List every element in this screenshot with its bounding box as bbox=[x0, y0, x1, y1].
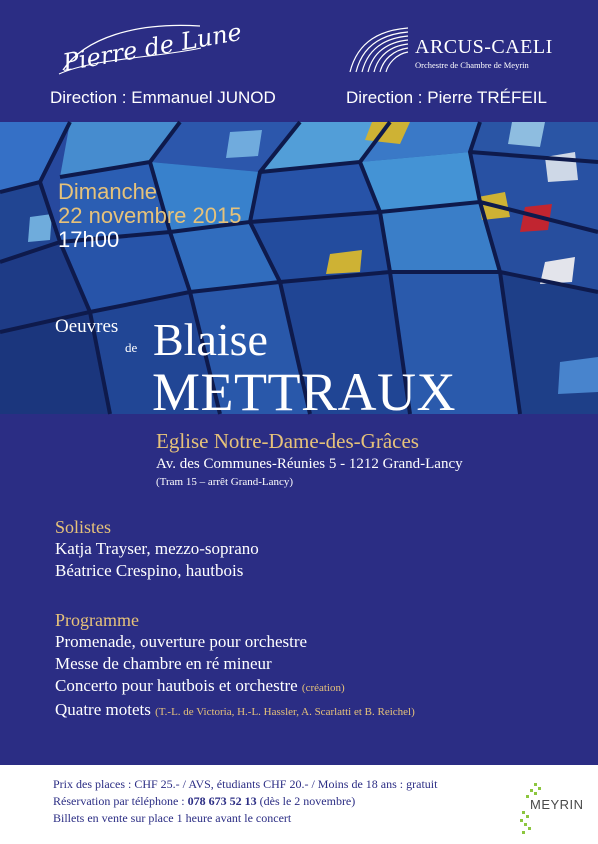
date-block bbox=[58, 180, 241, 252]
arcus-title: ARCUS-CAELI bbox=[415, 36, 553, 58]
footer-prices: Prix des places : CHF 25.- / AVS, étudiants CHF 20.- / Moins de 18 ans : gratuit bbox=[53, 777, 438, 791]
reservation-prefix: Réservation par téléphone : bbox=[53, 794, 188, 808]
programme-item: Promenade, ouverture pour orchestre bbox=[55, 632, 308, 651]
direction-left: Direction : Emmanuel JUNOD bbox=[50, 88, 276, 107]
pierre-de-lune-logo bbox=[55, 17, 244, 80]
de-label: de bbox=[125, 340, 138, 355]
footer-text bbox=[53, 776, 437, 827]
venue-name: Eglise Notre-Dame-des-Grâces bbox=[156, 429, 419, 453]
composer-last-name: METTRAUX bbox=[152, 362, 456, 422]
programme-item: Messe de chambre en ré mineur bbox=[55, 654, 272, 673]
programme-item-text: Quatre motets bbox=[55, 700, 151, 719]
programme-item-text: Concerto pour hautbois et orchestre bbox=[55, 676, 298, 695]
reservation-suffix: (dès le 2 novembre) bbox=[256, 794, 356, 808]
arcus-caeli-logo bbox=[348, 26, 583, 76]
meyrin-text: MEYRIN bbox=[530, 797, 584, 812]
oeuvres-label: Oeuvres bbox=[55, 316, 119, 337]
soliste-item: Katja Trayser, mezzo-soprano bbox=[55, 539, 259, 558]
svg-text:Pierre de Lune: Pierre de Lune bbox=[60, 17, 244, 77]
meyrin-logo bbox=[516, 781, 582, 837]
solistes-title: Solistes bbox=[55, 517, 112, 537]
footer bbox=[0, 765, 598, 844]
programme-item bbox=[55, 699, 415, 723]
footer-tickets: Billets en vente sur place 1 heure avant le concert bbox=[53, 811, 292, 825]
venue-tram: (Tram 15 – arrêt Grand-Lancy) bbox=[156, 476, 294, 488]
venue bbox=[156, 428, 463, 490]
arcus-subtitle: Orchestre de Chambre de Meyrin bbox=[415, 60, 529, 70]
programme-title: Programme bbox=[55, 610, 139, 630]
programme-item-note: (T.-L. de Victoria, H.-L. Hassler, A. Scarlatti et B. Reichel) bbox=[155, 706, 415, 718]
venue-address: Av. des Communes-Réunies 5 - 1212 Grand-Lancy bbox=[156, 456, 463, 472]
reservation-phone: 078 673 52 13 bbox=[187, 794, 257, 808]
event-time: 17h00 bbox=[58, 227, 120, 252]
direction-right: Direction : Pierre TRÉFEIL bbox=[346, 88, 547, 107]
programme-item-note: (création) bbox=[301, 682, 345, 694]
programme-section bbox=[55, 609, 415, 723]
soliste-item: Béatrice Crespino, hautbois bbox=[55, 561, 244, 580]
event-date: 22 novembre 2015 bbox=[58, 203, 242, 228]
event-day: Dimanche bbox=[58, 179, 158, 204]
arcs-icon bbox=[348, 26, 410, 76]
solistes-section bbox=[55, 516, 259, 582]
programme-item bbox=[55, 675, 415, 699]
composer-first-name: Blaise bbox=[153, 314, 268, 365]
footer-reservation bbox=[53, 793, 437, 810]
header bbox=[0, 0, 598, 122]
